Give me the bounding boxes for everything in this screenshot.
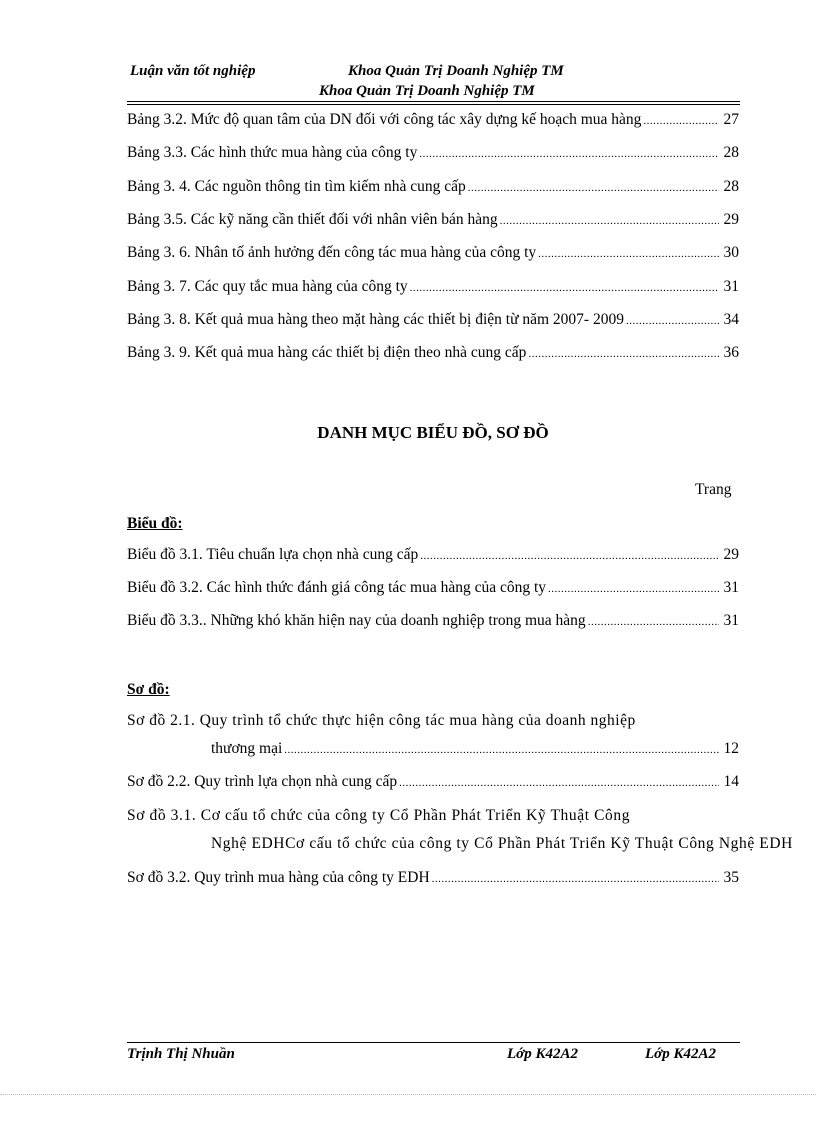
faculty-label: Khoa Quản Trị Doanh Nghiệp TM bbox=[348, 63, 564, 79]
diagrams-heading: Sơ đồ: bbox=[127, 681, 170, 698]
class-label: Lớp K42A2 bbox=[507, 1046, 578, 1062]
table-page: 28 bbox=[723, 177, 739, 195]
table-page: 31 bbox=[723, 277, 739, 295]
diagram-2-1-entry bbox=[211, 740, 739, 758]
diagram-2-2-page: 14 bbox=[723, 773, 739, 790]
table-entry bbox=[127, 111, 739, 129]
chart-entry bbox=[127, 612, 739, 630]
dot-leader bbox=[528, 348, 719, 360]
dot-leader bbox=[538, 248, 719, 260]
author-name: Trịnh Thị Nhuần bbox=[127, 1046, 235, 1062]
diagram-2-2-label: Sơ đồ 2.2. Quy trình lựa chọn nhà cung cấp bbox=[127, 773, 398, 790]
table-label: Bảng 3. 6. Nhân tố ảnh hưởng đến công tác mua hàng của công ty bbox=[127, 244, 537, 262]
table-page: 34 bbox=[723, 310, 739, 328]
table-entry bbox=[127, 311, 739, 329]
table-page: 30 bbox=[723, 244, 739, 262]
diagram-2-1-line2: thương mại bbox=[211, 740, 283, 757]
dot-leader bbox=[643, 115, 719, 127]
table-entry bbox=[127, 144, 739, 162]
table-page: 27 bbox=[723, 111, 739, 128]
chart-entry bbox=[127, 546, 739, 564]
dot-leader bbox=[419, 148, 719, 160]
charts-heading: Biểu đồ: bbox=[127, 515, 183, 532]
page-edge bbox=[0, 1094, 816, 1095]
table-page: 36 bbox=[723, 344, 739, 362]
dot-leader bbox=[410, 282, 719, 294]
diagram-3-2-page: 35 bbox=[723, 869, 739, 886]
dot-leader bbox=[399, 777, 719, 789]
table-entry bbox=[127, 211, 739, 229]
table-entry bbox=[127, 244, 739, 262]
diagram-2-2-entry bbox=[127, 773, 739, 791]
faculty-label-repeat: Khoa Quản Trị Doanh Nghiệp TM bbox=[319, 83, 535, 99]
table-entry bbox=[127, 344, 739, 362]
table-entry bbox=[127, 278, 739, 296]
thesis-label: Luận văn tốt nghiệp bbox=[130, 63, 256, 79]
chart-page: 31 bbox=[723, 612, 739, 629]
table-label: Bảng 3. 8. Kết quả mua hàng theo mặt hàng các thiết bị điện từ năm 2007- 2009 bbox=[127, 310, 624, 328]
diagram-3-1-line1: Sơ đồ 3.1. Cơ cấu tổ chức của công ty Cổ Phần Phát Triển Kỹ Thuật Công bbox=[127, 807, 631, 824]
table-label: Bảng 3.3. Các hình thức mua hàng của công ty bbox=[127, 144, 418, 162]
dot-leader bbox=[626, 315, 719, 327]
diagram-2-1-page: 12 bbox=[723, 740, 739, 757]
diagram-3-2-entry bbox=[127, 869, 739, 887]
chart-label: Biểu đồ 3.3.. Những khó khăn hiện nay của doanh nghiệp trong mua hàng bbox=[127, 612, 586, 629]
header-rule-2 bbox=[127, 104, 740, 105]
dot-leader bbox=[500, 215, 719, 227]
section-title: DANH MỤC BIỂU ĐỒ, SƠ ĐỒ bbox=[317, 423, 549, 442]
table-label: Bảng 3. 4. Các nguồn thông tin tìm kiếm nhà cung cấp bbox=[127, 177, 466, 195]
table-page: 28 bbox=[723, 144, 739, 162]
dot-leader bbox=[548, 583, 719, 595]
chart-label: Biểu đồ 3.2. Các hình thức đánh giá công tác mua hàng của công ty bbox=[127, 579, 547, 596]
chart-label: Biểu đồ 3.1. Tiêu chuẩn lựa chọn nhà cung cấp bbox=[127, 546, 419, 563]
page-column-label: Trang bbox=[695, 481, 732, 498]
diagram-2-1-line1: Sơ đồ 2.1. Quy trình tổ chức thực hiện công tác mua hàng của doanh nghiệp bbox=[127, 712, 636, 729]
table-entry bbox=[127, 178, 739, 196]
table-page: 29 bbox=[723, 210, 739, 228]
dot-leader bbox=[420, 550, 719, 562]
dot-leader bbox=[432, 873, 719, 885]
class-label-repeat: Lớp K42A2 bbox=[645, 1046, 716, 1062]
diagram-3-2-label: Sơ đồ 3.2. Quy trình mua hàng của công ty EDH bbox=[127, 869, 430, 886]
dot-leader bbox=[588, 616, 719, 628]
chart-page: 29 bbox=[723, 546, 739, 563]
dot-leader bbox=[468, 182, 719, 194]
table-label: Bảng 3.2. Mức độ quan tâm của DN đối với công tác xây dựng kế hoạch mua hàng bbox=[127, 111, 642, 128]
table-label: Bảng 3. 7. Các quy tắc mua hàng của công ty bbox=[127, 277, 408, 295]
header-rule bbox=[127, 101, 740, 102]
table-label: Bảng 3. 9. Kết quả mua hàng các thiết bị điện theo nhà cung cấp bbox=[127, 344, 527, 362]
dot-leader bbox=[284, 744, 719, 756]
table-label: Bảng 3.5. Các kỹ năng cần thiết đối với nhân viên bán hàng bbox=[127, 210, 498, 228]
footer-rule bbox=[127, 1042, 740, 1043]
diagram-3-1-line2: Nghệ EDHCơ cấu tổ chức của công ty Cổ Phần Phát Triển Kỹ Thuật Công Nghệ EDH bbox=[211, 835, 793, 852]
chart-entry bbox=[127, 579, 739, 597]
chart-page: 31 bbox=[723, 579, 739, 596]
